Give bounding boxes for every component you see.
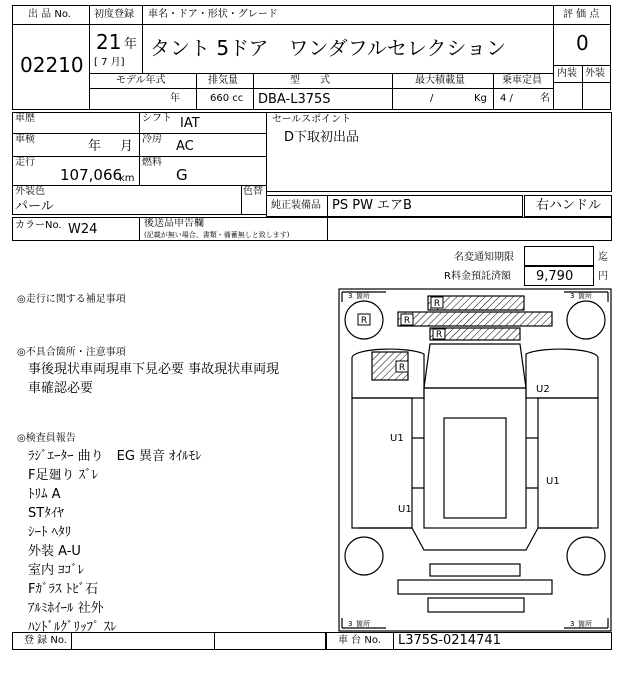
recycle-value: 9,790 bbox=[536, 269, 574, 284]
aircon-label: 冷房 bbox=[142, 134, 162, 145]
inspector-item: F足廻り ｽﾞﾚ bbox=[28, 468, 99, 483]
damage-mark: R bbox=[433, 299, 441, 309]
damage-code: U2 bbox=[536, 384, 550, 395]
name-change-unit: 迄 bbox=[598, 252, 608, 263]
color-change-label: 色替 bbox=[243, 186, 263, 197]
aircon-value: AC bbox=[176, 139, 194, 154]
corner-count: 3 bbox=[348, 292, 353, 300]
corner-suffix: 箇所 bbox=[578, 292, 592, 300]
car-name: タント 5ドア ワンダフルセレクション bbox=[150, 36, 507, 60]
inspector-item: Fｶﾞﾗｽ ﾄﾋﾞ石 bbox=[28, 582, 99, 597]
color-no-value: W24 bbox=[68, 222, 98, 237]
mileage-label: 走行 bbox=[15, 157, 35, 168]
damage-code: U1 bbox=[398, 504, 412, 515]
car-damage-diagram bbox=[338, 288, 612, 632]
score-value: 0 bbox=[576, 31, 589, 55]
type-label: 型 式 bbox=[290, 75, 330, 86]
first-reg-month: [ 7 月] bbox=[94, 57, 125, 68]
shift-value: IAT bbox=[180, 116, 200, 131]
color-value: パール bbox=[15, 199, 54, 214]
shift-label: シフト bbox=[142, 113, 172, 124]
chassis-label: 車 台 No. bbox=[338, 635, 381, 646]
inspector-item: ﾊﾝﾄﾞﾙｸﾞﾘｯﾌﾟ ｽﾚ bbox=[28, 620, 117, 635]
name-change-label: 名変通知期限 bbox=[454, 252, 514, 263]
mileage-value: 107,066 bbox=[60, 166, 123, 184]
first-reg-label: 初度登録 bbox=[94, 9, 134, 20]
mileage-unit: km bbox=[119, 173, 135, 184]
car-name-label: 車名・ドア・形状・グレード bbox=[148, 9, 278, 20]
corner-suffix: 箇所 bbox=[578, 620, 592, 628]
inspector-title: ◎検査員報告 bbox=[17, 433, 76, 444]
interior-label: 内装 bbox=[557, 68, 577, 79]
defects-title: ◎不具合箇所・注意事項 bbox=[17, 347, 126, 358]
fuel-value: G bbox=[176, 166, 188, 184]
corner-count: 3 bbox=[348, 620, 353, 628]
aftermarket-value-cell bbox=[327, 217, 612, 241]
defects-line-1: 事後現状車両現車下見必要 事故現状車両現 bbox=[28, 362, 280, 377]
chassis-no: L375S-0214741 bbox=[398, 633, 501, 648]
capacity-label: 乗車定員 bbox=[502, 75, 542, 86]
lot-number: 02210 bbox=[20, 53, 84, 77]
first-reg-year: 21 bbox=[96, 30, 122, 54]
lot-label: 出 品 No. bbox=[28, 9, 71, 20]
fuel-label: 燃料 bbox=[142, 157, 162, 168]
max-load-label: 最大積載量 bbox=[415, 75, 465, 86]
reg-label: 登 録 No. bbox=[24, 635, 67, 646]
equipment-value: PS PW エアB bbox=[332, 198, 412, 213]
inspector-item: ｼｰﾄ ﾍﾀﾘ bbox=[28, 525, 72, 540]
sales-point-value: D下取初出品 bbox=[284, 130, 360, 145]
damage-mark: R bbox=[403, 316, 411, 326]
damage-code: U1 bbox=[390, 433, 404, 444]
damage-mark: R bbox=[435, 330, 443, 340]
type-value: DBA-L375S bbox=[258, 92, 331, 107]
corner-count: 3 bbox=[570, 292, 575, 300]
displacement-label: 排気量 bbox=[208, 75, 238, 86]
max-load-value: / bbox=[430, 93, 434, 104]
defects-line-2: 車確認必要 bbox=[28, 381, 94, 396]
displacement-value: 660 cc bbox=[210, 93, 244, 104]
damage-code: U1 bbox=[546, 476, 560, 487]
capacity-unit: 名 bbox=[540, 93, 550, 104]
recycle-unit: 円 bbox=[598, 271, 608, 282]
aftermarket-label: 後送品申告欄 bbox=[144, 218, 204, 229]
name-change-box bbox=[524, 246, 594, 266]
max-load-unit: Kg bbox=[474, 93, 487, 104]
reg-value-cell bbox=[71, 632, 215, 650]
inspector-item: STﾀｲﾔ bbox=[28, 506, 64, 521]
inspection-label: 車検 bbox=[15, 134, 35, 145]
capacity-value: 4 / bbox=[500, 93, 513, 104]
reg-extra-cell bbox=[214, 632, 326, 650]
corner-count: 3 bbox=[570, 620, 575, 628]
recycle-label: R料金預託済額 bbox=[444, 271, 511, 282]
inspector-item: 室内 ﾖｺﾞﾚ bbox=[28, 563, 85, 578]
inspector-item: ﾄﾘﾑ A bbox=[28, 487, 61, 502]
corner-suffix: 箇所 bbox=[356, 292, 370, 300]
handle-value: 右ハンドル bbox=[536, 198, 602, 213]
score-label: 評 価 点 bbox=[563, 9, 600, 20]
corner-suffix: 箇所 bbox=[356, 620, 370, 628]
exterior-grade-cell bbox=[582, 82, 611, 110]
exterior-label: 外装 bbox=[585, 68, 605, 79]
running-notes-title: ◎走行に関する補足事項 bbox=[17, 294, 126, 305]
aftermarket-note: (記載が無い場合、書類・備蓄無しと致します) bbox=[144, 231, 290, 239]
inspector-item: 外装 A-U bbox=[28, 544, 81, 559]
history-label: 車歴 bbox=[15, 113, 35, 124]
damage-mark: R bbox=[398, 363, 406, 373]
interior-grade-cell bbox=[553, 82, 583, 110]
inspection-month-unit: 月 bbox=[120, 139, 134, 154]
equipment-label: 純正装備品 bbox=[271, 200, 321, 211]
inspection-year-unit: 年 bbox=[88, 139, 102, 154]
model-year-unit: 年 bbox=[170, 93, 180, 104]
damage-mark: R bbox=[360, 316, 368, 326]
first-reg-year-unit: 年 bbox=[124, 37, 138, 52]
inspector-item: ﾗｼﾞｴｰﾀｰ 曲り EG 異音 ｵｲﾙﾓﾚ bbox=[28, 449, 202, 464]
model-year-label: モデル年式 bbox=[116, 75, 166, 86]
sales-point-label: セールスポイント bbox=[272, 114, 352, 125]
color-label: 外装色 bbox=[15, 186, 45, 197]
inspector-item: ｱﾙﾐﾎｲｰﾙ 社外 bbox=[28, 601, 104, 616]
color-no-label: カラーNo. bbox=[15, 220, 62, 231]
